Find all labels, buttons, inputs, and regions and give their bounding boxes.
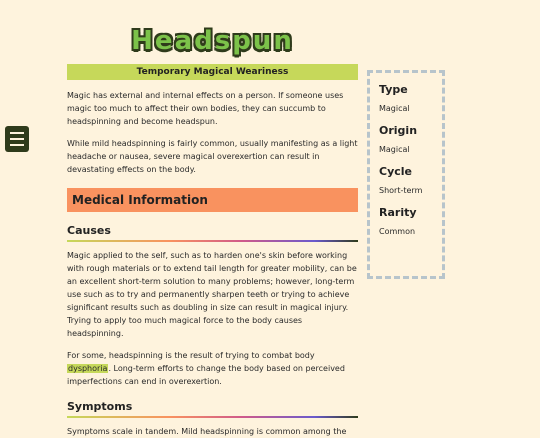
dysphoria-link[interactable]: dysphoria <box>68 364 108 373</box>
infobox-origin-value: Magical <box>379 145 410 154</box>
symptoms-heading: Symptoms <box>67 400 358 416</box>
article-content <box>67 64 358 438</box>
symptoms-paragraph-1: Symptoms scale in tandem. Mild headspinning is common among the <box>67 427 347 436</box>
infobox-rarity-label: Rarity <box>379 206 417 219</box>
site-logo[interactable]: Headspun <box>131 26 294 56</box>
infobox-rarity-value: Common <box>379 227 416 236</box>
menu-icon-line <box>10 144 24 146</box>
causes-text-before-link: For some, headspinning is the result of trying to combat body <box>67 351 315 360</box>
infobox-type-value: Magical <box>379 104 410 113</box>
causes-paragraph-1: Magic applied to the self, such as to harden one's skin before working with rough materials or to extend tail length for greater mobility, can be an excellent short-term solution to many problems; however, long-term use such as to try and permanently sharpen teeth or trying to achieve significant results such as doubling in size can result in magical injury. Trying to apply too much magical force to the body causes headspinning. <box>67 251 357 338</box>
menu-button[interactable] <box>5 126 29 152</box>
medical-information-banner: Medical Information <box>67 188 358 212</box>
infobox-origin-label: Origin <box>379 124 418 137</box>
causes-text-after-link: . Long-term efforts to change the body based on perceived imperfections can end in overexertion. <box>67 364 345 386</box>
intro-paragraph-2: While mild headspinning is fairly common, usually manifesting as a light headache or nausea, severe magical overexertion can result in devastating effects on the body. <box>67 139 358 174</box>
menu-icon-line <box>10 132 24 134</box>
intro-paragraph-1: Magic has external and internal effects on a person. If someone uses magic too much to affect their own bodies, they can succumb to headspinning and become headspun. <box>67 91 344 126</box>
infobox-cycle-value: Short-term <box>379 186 423 195</box>
menu-icon-line <box>10 138 24 140</box>
infobox <box>367 70 445 279</box>
causes-paragraph-2 <box>67 349 358 388</box>
article-title-bar: Temporary Magical Weariness <box>67 64 358 80</box>
causes-heading: Causes <box>67 224 358 240</box>
infobox-cycle-label: Cycle <box>379 165 412 178</box>
infobox-type-label: Type <box>379 83 408 96</box>
